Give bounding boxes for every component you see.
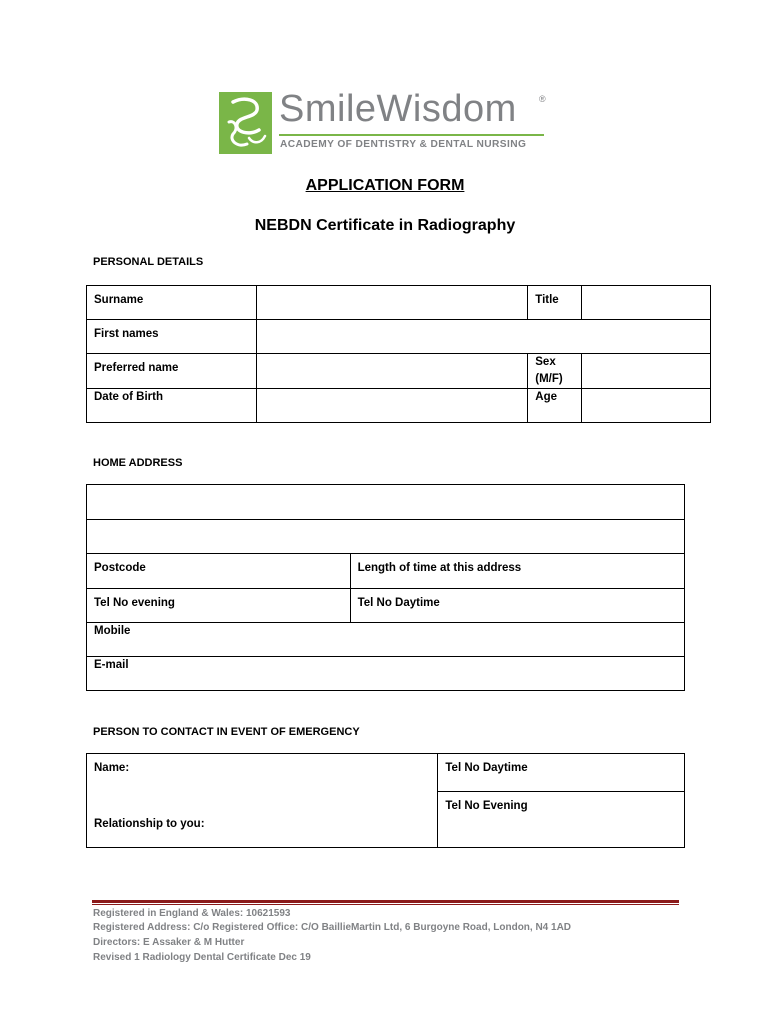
sex-label: Sex (M/F) xyxy=(535,356,563,385)
preferred-name-label-cell xyxy=(87,354,257,389)
emergency-tel-daytime-label: Tel No Daytime xyxy=(445,762,528,774)
age-label: Age xyxy=(535,391,557,403)
footer-divider xyxy=(92,900,679,903)
length-of-time-label: Length of time at this address xyxy=(357,562,522,574)
mobile-label: Mobile xyxy=(94,625,131,637)
logo-mark-icon xyxy=(219,92,272,154)
mobile-field[interactable] xyxy=(87,623,685,657)
surname-field[interactable] xyxy=(256,286,527,320)
postcode-label: Postcode xyxy=(94,562,146,574)
preferred-name-label: Preferred name xyxy=(94,362,179,374)
tel-evening-label: Tel No evening xyxy=(94,597,175,609)
personal-details-table xyxy=(86,285,711,423)
tel-evening-field[interactable] xyxy=(87,589,351,623)
emergency-contact-table xyxy=(86,753,685,848)
address-line-1-field[interactable] xyxy=(87,485,685,520)
home-address-heading: HOME ADDRESS xyxy=(93,457,183,469)
emergency-tel-daytime-field[interactable] xyxy=(438,754,685,792)
age-field[interactable] xyxy=(582,389,711,423)
email-label: E-mail xyxy=(94,659,129,671)
dob-label-cell xyxy=(87,389,257,423)
title-label-cell xyxy=(528,286,582,320)
logo-tagline: ACADEMY OF DENTISTRY & DENTAL NURSING xyxy=(280,139,527,150)
dob-field[interactable] xyxy=(256,389,527,423)
logo-divider xyxy=(279,134,544,136)
sex-field[interactable] xyxy=(582,354,711,389)
emergency-tel-evening-label: Tel No Evening xyxy=(445,800,528,812)
tel-daytime-label: Tel No Daytime xyxy=(357,597,440,609)
footer-revision: Revised 1 Radiology Dental Certificate Dec 19 xyxy=(93,952,311,963)
footer-directors: Directors: E Assaker & M Hutter xyxy=(93,937,245,948)
form-subtitle: NEBDN Certificate in Radiography xyxy=(254,217,516,234)
emergency-tel-evening-field[interactable] xyxy=(438,792,685,848)
emergency-contact-heading: PERSON TO CONTACT IN EVENT OF EMERGENCY xyxy=(93,726,360,738)
surname-label: Surname xyxy=(94,294,144,306)
tel-daytime-field[interactable] xyxy=(350,589,684,623)
surname-label-cell xyxy=(87,286,257,320)
logo-wordmark: SmileWisdom xyxy=(279,88,517,130)
postcode-field[interactable] xyxy=(87,554,351,589)
home-address-table xyxy=(86,484,685,691)
title-label: Title xyxy=(535,294,559,306)
personal-details-heading: PERSONAL DETAILS xyxy=(93,256,204,268)
logo-registered-mark: ® xyxy=(539,94,546,104)
footer-registration: Registered in England & Wales: 10621593 xyxy=(93,908,291,919)
email-field[interactable] xyxy=(87,657,685,691)
title-field[interactable] xyxy=(582,286,711,320)
relationship-label: Relationship to you: xyxy=(94,818,205,830)
address-line-2-field[interactable] xyxy=(87,520,685,554)
length-of-time-field[interactable] xyxy=(350,554,684,589)
footer-divider-thin xyxy=(92,904,679,905)
footer-address: Registered Address: C/o Registered Office: C/O BaillieMartin Ltd, 6 Burgoyne Road, London, N4 1AD xyxy=(93,922,572,933)
age-label-cell xyxy=(528,389,582,423)
logo xyxy=(219,88,549,154)
emergency-name-label: Name: xyxy=(94,762,130,774)
first-names-label-cell xyxy=(87,320,257,354)
dob-label: Date of Birth xyxy=(94,391,163,403)
form-title: APPLICATION FORM xyxy=(305,177,465,194)
emergency-name-field[interactable] xyxy=(87,754,438,848)
sex-label-cell xyxy=(528,354,582,389)
first-names-field[interactable] xyxy=(256,320,710,354)
first-names-label: First names xyxy=(94,328,159,340)
preferred-name-field[interactable] xyxy=(256,354,527,389)
